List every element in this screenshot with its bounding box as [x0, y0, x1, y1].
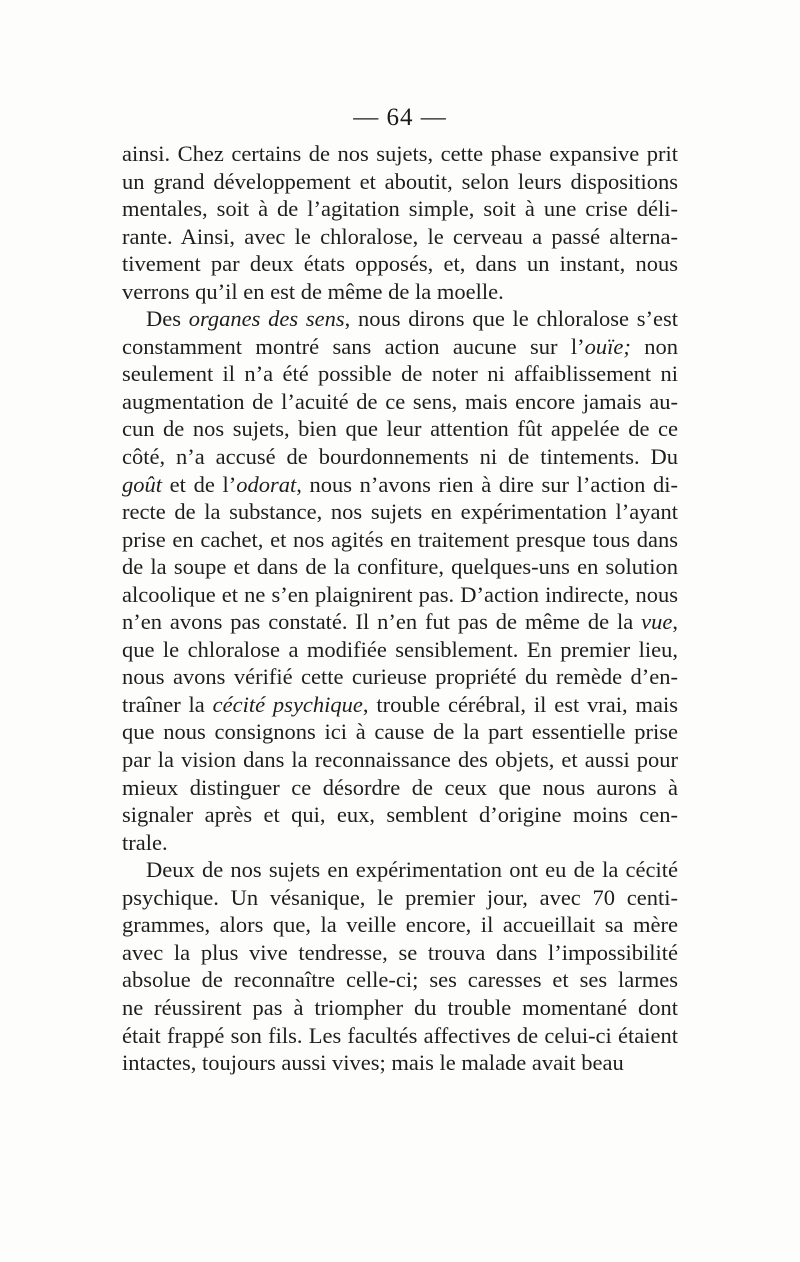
text-segment: , trouble cérébral, il est vrai, mais: [362, 691, 678, 717]
text-segment: par la vision dans la reconnaissance des objets, et aussi pour: [122, 747, 678, 773]
text-line: [122, 195, 678, 223]
text-line: [122, 581, 678, 609]
text-line: [122, 553, 678, 581]
text-segment: que le chloralose a modifiée sensiblement. En premier lieu,: [122, 636, 678, 662]
text-segment: Deux de nos sujets en expérimentation ont eu de la cécité: [146, 857, 678, 883]
text-segment: recte de la substance, nos sujets en expérimentation l’ayant: [122, 499, 678, 525]
italic-term: vue: [641, 609, 673, 635]
italic-term: odorat: [236, 471, 297, 497]
text-segment: côté, n’a accusé de bourdonnements ni de tintements. Du: [122, 444, 678, 470]
text-segment: non: [630, 333, 678, 359]
text-segment: avec la plus vive tendresse, se trouva dans l’impossibilité: [122, 939, 678, 965]
text-line: [122, 856, 678, 884]
text-segment: de la soupe et dans de la confiture, quelques-uns en solution: [122, 554, 678, 580]
text-line: [122, 718, 678, 746]
text-line: [122, 746, 678, 774]
text-segment: signaler après et qui, eux, semblent d’origine moins cen-: [122, 802, 678, 828]
text-line: [122, 526, 678, 554]
text-line: [122, 663, 678, 691]
text-segment: mentales, soit à de l’agitation simple, soit à une crise déli-: [122, 196, 678, 222]
text-segment: augmentation de l’acuité de ce sens, mais encore jamais au-: [122, 388, 678, 414]
text-line: [122, 333, 678, 361]
text-segment: un grand développement et aboutit, selon leurs dispositions: [122, 168, 678, 194]
text-segment: était frappé son fils. Les facultés affectives de celui-ci étaient: [122, 1022, 678, 1048]
text-line: [122, 1049, 678, 1077]
text-segment: absolue de reconnaître celle-ci; ses caresses et ses larmes: [122, 967, 678, 993]
body-text: [122, 140, 678, 1077]
text-line: [122, 415, 678, 443]
text-line: [122, 250, 678, 278]
text-line: [122, 168, 678, 196]
text-segment: trale.: [122, 829, 168, 855]
text-segment: rante. Ainsi, avec le chloralose, le cerveau a passé alterna-: [122, 223, 678, 249]
text-segment: verrons qu’il en est de même de la moelle.: [122, 278, 504, 304]
italic-term: ouïe;: [584, 333, 631, 359]
text-segment: mieux distinguer ce désordre de ceux que nous aurons à: [122, 774, 678, 800]
text-line: [122, 994, 678, 1022]
text-segment: psychique. Un vésanique, le premier jour, avec 70 centi-: [122, 884, 678, 910]
text-segment: n’en avons pas constaté. Il n’en fut pas de même de la: [122, 609, 642, 635]
page-number: — 64 —: [353, 104, 447, 131]
text-segment: , nous dirons que le chloralose s’est: [344, 306, 679, 332]
text-line: [122, 829, 678, 857]
text-segment: seulement il n’a été possible de noter ni affaiblissement ni: [122, 361, 678, 387]
text-line: [122, 966, 678, 994]
italic-term: cécité psychique: [212, 691, 363, 717]
text-segment: constamment montré sans action aucune sur l’: [122, 333, 585, 359]
text-segment: grammes, alors que, la veille encore, il accueillait sa mère: [122, 912, 678, 938]
text-segment: nous avons vérifié cette curieuse propriété du remède d’en-: [122, 664, 678, 690]
text-line: [122, 939, 678, 967]
text-line: [122, 636, 678, 664]
text-line: [122, 471, 678, 499]
text-line: [122, 691, 678, 719]
text-segment: tivement par deux états opposés, et, dans un instant, nous: [122, 251, 678, 277]
text-segment: et de l’: [162, 471, 237, 497]
text-line: [122, 305, 678, 333]
text-segment: , nous n’avons rien à dire sur l’action di-: [296, 471, 678, 497]
text-segment: ne réussirent pas à triompher du trouble momentané dont: [122, 994, 678, 1020]
text-line: [122, 223, 678, 251]
text-segment: Des: [146, 306, 189, 332]
text-segment: ,: [672, 609, 678, 635]
text-segment: prise en cachet, et nos agités en traitement presque tous dans: [122, 526, 678, 552]
text-line: [122, 443, 678, 471]
text-line: [122, 498, 678, 526]
text-segment: que nous consignons ici à cause de la part essentielle prise: [122, 719, 678, 745]
italic-term: goût: [122, 471, 163, 497]
text-line: [122, 278, 678, 306]
text-line: [122, 911, 678, 939]
text-line: [122, 360, 678, 388]
text-segment: alcoolique et ne s’en plaignirent pas. D’action indirecte, nous: [122, 581, 678, 607]
text-line: [122, 140, 678, 168]
text-line: [122, 608, 678, 636]
text-line: [122, 801, 678, 829]
text-line: [122, 884, 678, 912]
text-segment: intactes, toujours aussi vives; mais le malade avait beau: [122, 1050, 624, 1076]
text-line: [122, 388, 678, 416]
text-line: [122, 774, 678, 802]
text-segment: ainsi. Chez certains de nos sujets, cette phase expansive prit: [122, 141, 678, 166]
italic-term: organes des sens: [188, 306, 345, 332]
text-line: [122, 1022, 678, 1050]
text-segment: cun de nos sujets, bien que leur attention fût appelée de ce: [122, 416, 678, 442]
text-segment: traîner la: [122, 691, 213, 717]
